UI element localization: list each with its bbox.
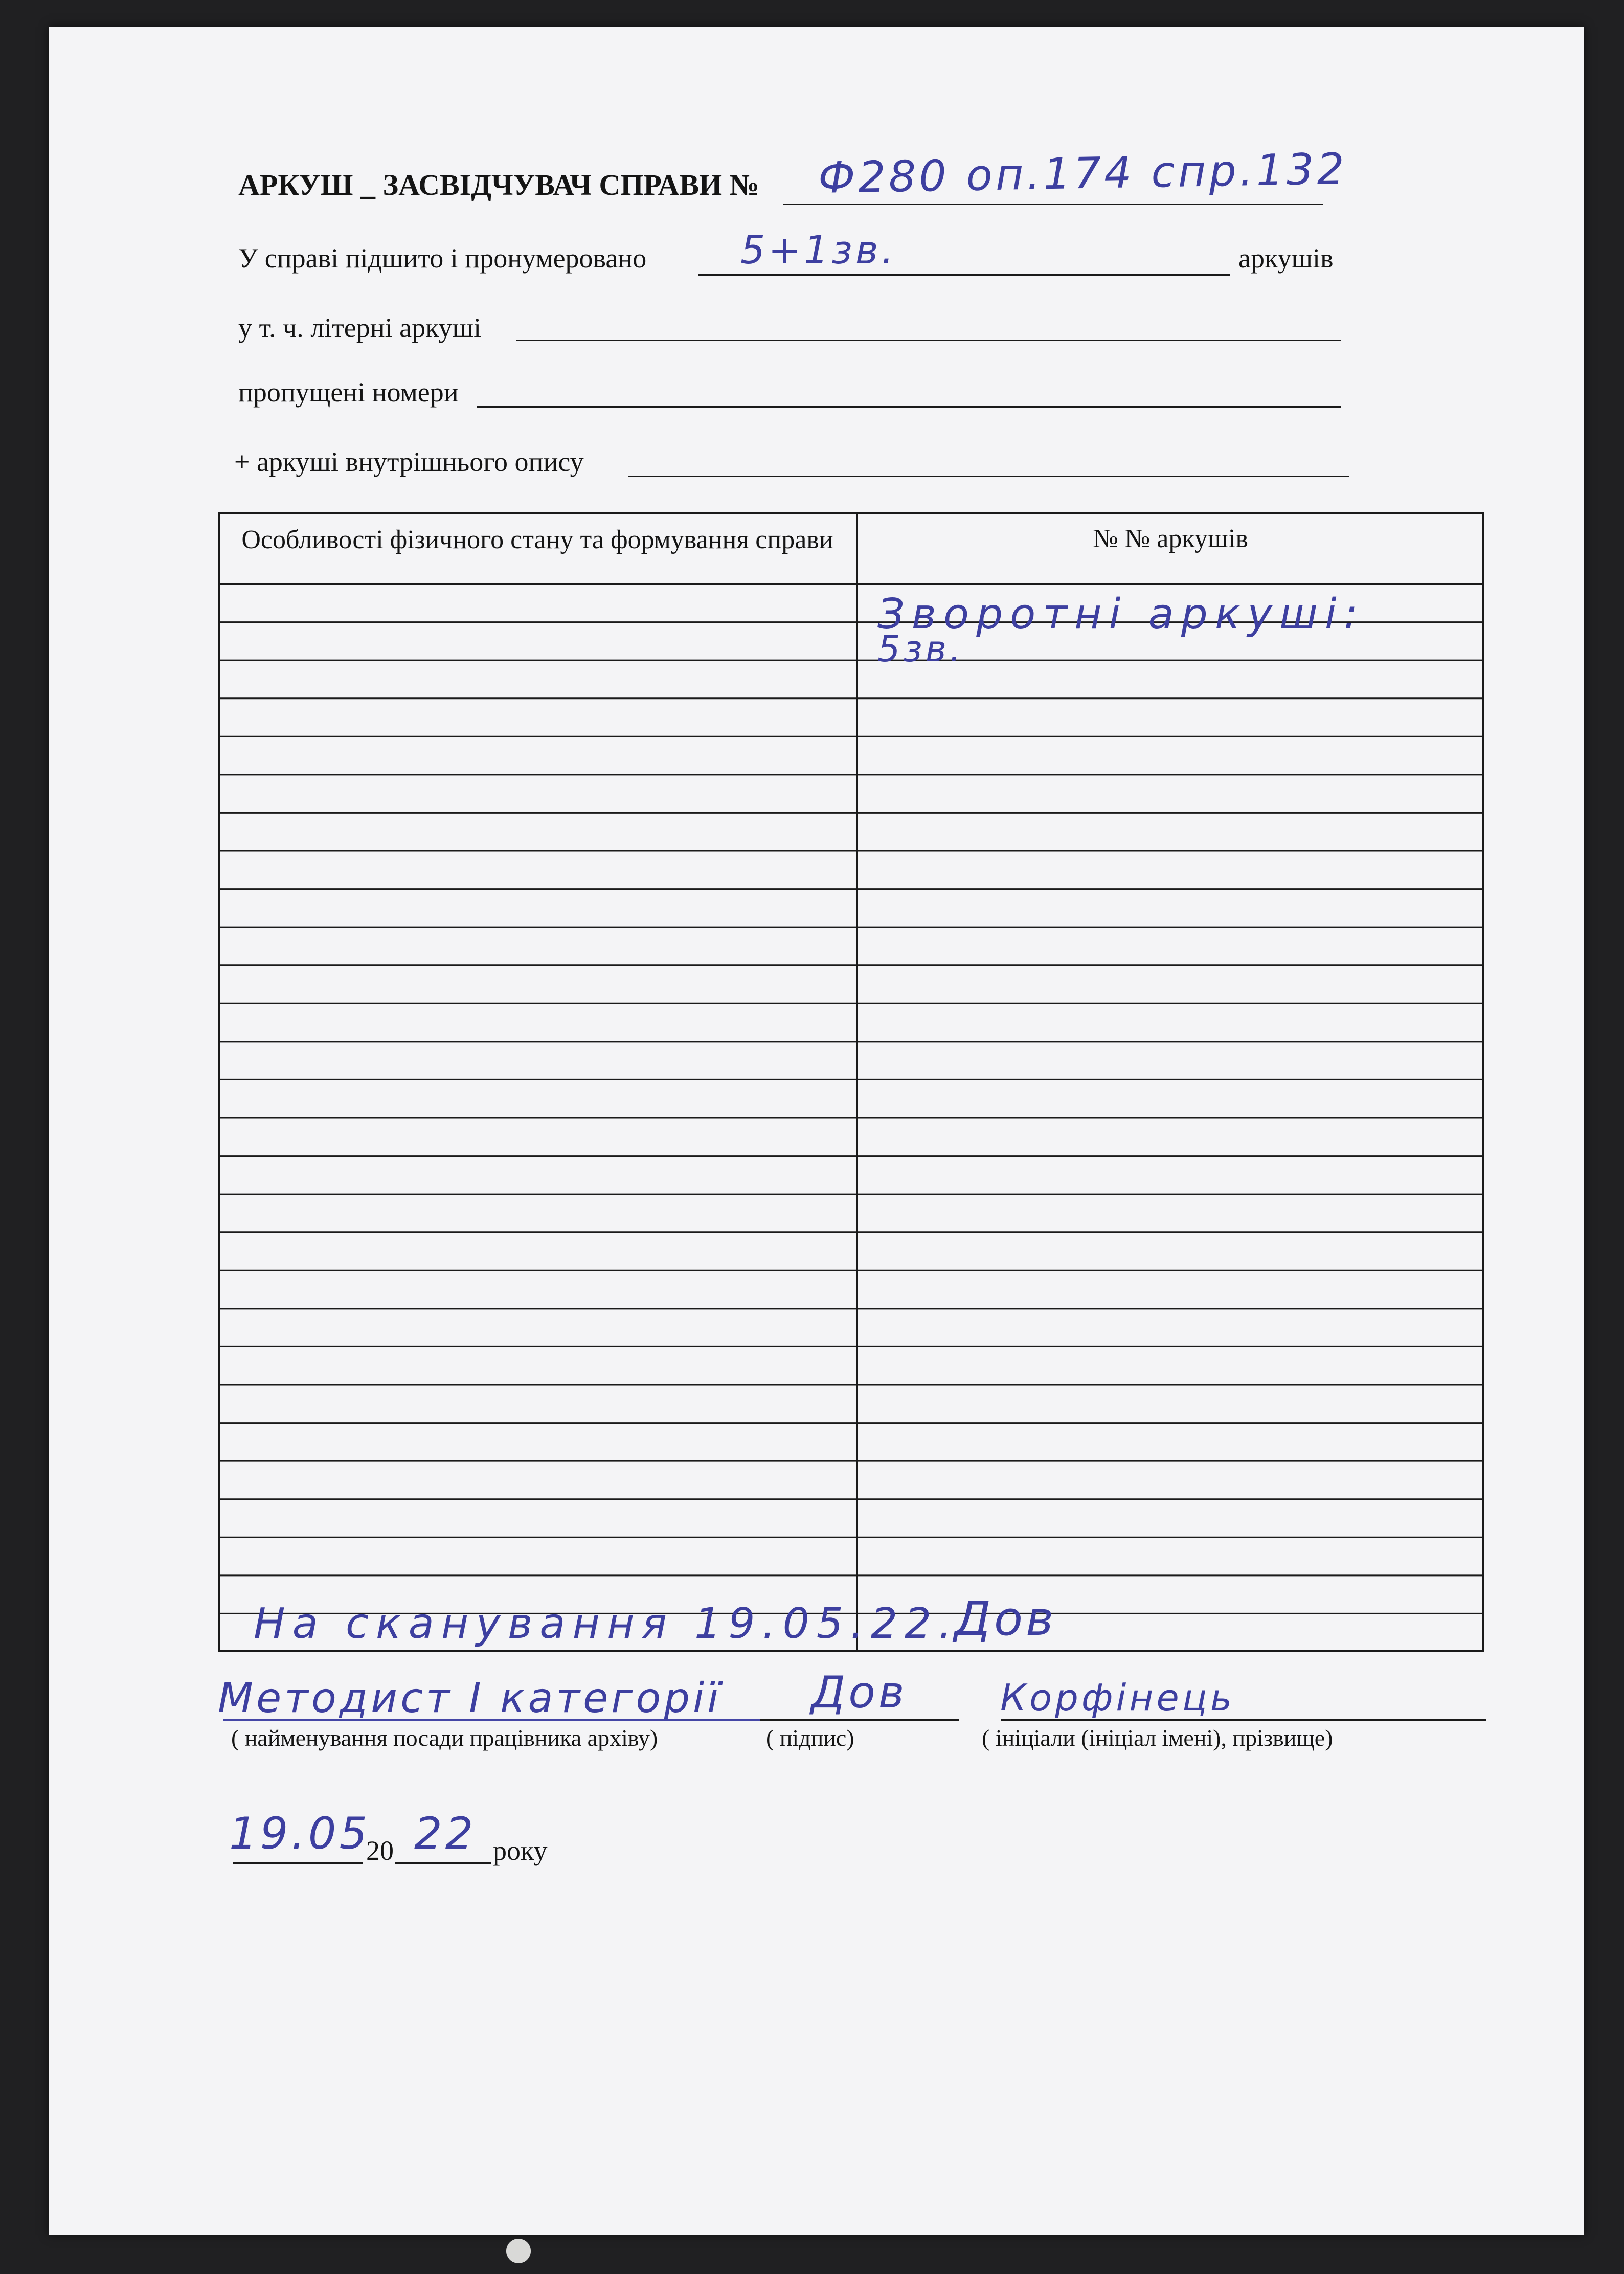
case-number-underline	[783, 204, 1323, 205]
sewn-label: У справі підшито і пронумеровано	[238, 243, 647, 274]
scanning-signature: Дов	[954, 1591, 1057, 1646]
reverse-sheets-count: 5зв.	[877, 628, 964, 670]
date-century: 20	[366, 1835, 394, 1866]
position-handwritten: Методист І категорії	[218, 1674, 722, 1722]
reverse-sheets-note: Зворотні аркуші:	[877, 590, 1365, 639]
sewn-value-handwritten: 5+1зв.	[740, 227, 897, 273]
signature-handwritten: Дов	[811, 1667, 908, 1718]
document-sheet	[49, 27, 1584, 2235]
letter-sheets-label: у т. ч. літерні аркуші	[238, 312, 482, 343]
sewn-suffix: аркушів	[1238, 243, 1334, 274]
inner-inventory-label: + аркуші внутрішнього опису	[234, 446, 584, 477]
inner-inventory-underline	[628, 476, 1349, 477]
table-header-sheet-numbers: № № аркушів	[1093, 524, 1248, 553]
position-underline	[223, 1719, 770, 1721]
table-grid	[218, 512, 1484, 1652]
table-header-features: Особливості фізичного стану та формування справи	[241, 525, 833, 554]
letter-sheets-underline	[516, 340, 1341, 341]
scanning-note: На сканування 19.05.22.	[254, 1600, 959, 1648]
name-caption: ( ініціали (ініціал імені), прізвище)	[982, 1725, 1333, 1751]
skipped-numbers-label: пропущені номери	[238, 377, 459, 408]
date-year-handwritten: 22	[414, 1808, 477, 1859]
page-title: АРКУШ _ ЗАСВІДЧУВАЧ СПРАВИ №	[238, 168, 759, 201]
date-suffix: року	[493, 1835, 548, 1866]
signature-underline	[760, 1719, 959, 1721]
binding-hole	[506, 2239, 531, 2263]
date-day-month-underline	[233, 1862, 363, 1864]
date-day-month-handwritten: 19.05	[229, 1808, 371, 1859]
date-year-underline	[395, 1862, 491, 1864]
signature-caption: ( підпис)	[766, 1725, 854, 1751]
case-number-handwritten: Ф280 оп.174 спр.132	[818, 143, 1348, 204]
position-caption: ( найменування посади працівника архіву)	[231, 1725, 658, 1751]
skipped-numbers-underline	[477, 406, 1341, 408]
name-handwritten: Корфінець	[1000, 1676, 1235, 1719]
sewn-underline	[698, 274, 1230, 276]
name-underline	[1001, 1719, 1486, 1721]
condition-table	[218, 512, 1484, 1652]
